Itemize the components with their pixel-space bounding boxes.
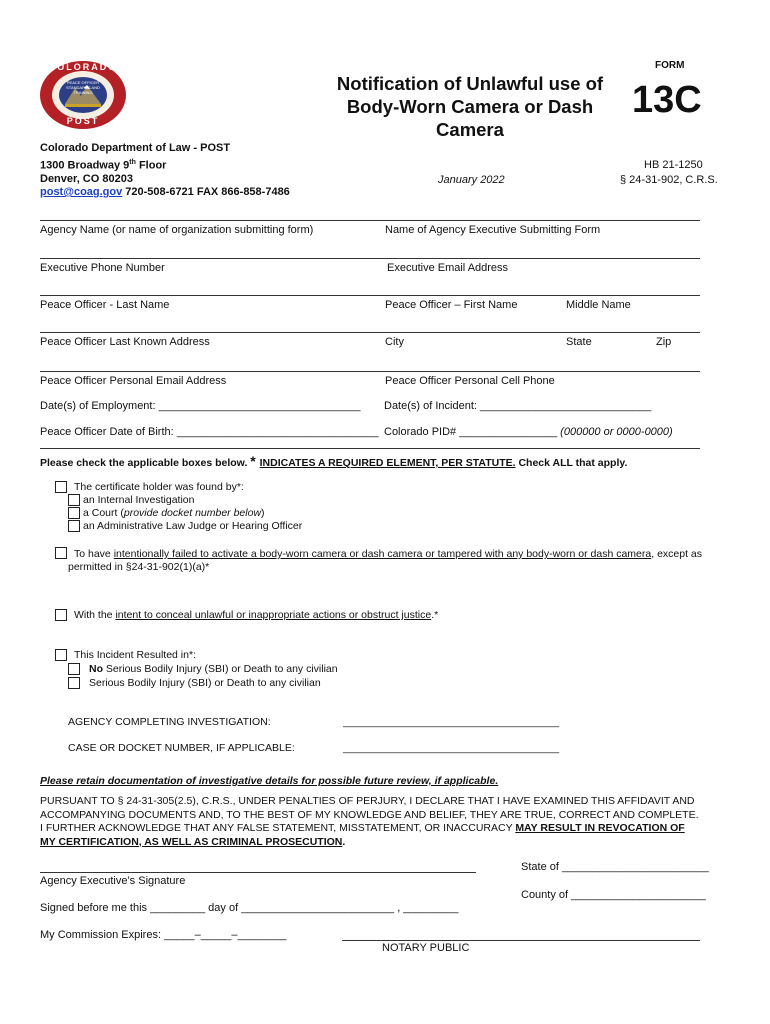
case-number-blank[interactable]: _____________________________________ xyxy=(343,742,560,754)
conceal-checkbox[interactable] xyxy=(55,609,67,621)
statute-ref: § 24-31-902, C.R.S. xyxy=(620,174,718,186)
exec-signature-label: Agency Executive’s Signature xyxy=(40,875,186,887)
zip-label: Zip xyxy=(656,336,672,348)
dob-blank[interactable]: _________________________________ xyxy=(176,426,379,438)
seal-inner-text: PEACE OFFICER STANDARDS AND TRAINING xyxy=(66,80,100,95)
affidavit-text: PURSUANT TO § 24-31-305(2.5), C.R.S., UNDER PENALTIES OF PERJURY, I DECLARE THAT I HAVE EXAMINED THIS AFFIDAVIT AND ACCOMPANYING DOCUMENTS AND, TO THE BEST OF MY KNOWLEDGE AND BELIEF, THEY ARE TRUE, CORRECT AND COMPLETE. I FURTHER ACKNOWLEDGE THAT ANY FALSE STATEMENT, MISSTATEMENT, OR INACCURACY MAY RESULT IN REVOCATION OF MY CERTIFICATION, AS WELL AS CRIMINAL PROSECUTION. xyxy=(40,795,699,848)
employment-blank[interactable]: _________________________________ xyxy=(158,400,361,412)
signed-before-field[interactable]: Signed before me this _________ day of _________________________ , _________ xyxy=(40,902,459,914)
resulted-label: This Incident Resulted in*: xyxy=(74,649,196,661)
bill-number: HB 21-1250 xyxy=(644,159,703,171)
agency-name-label: Agency Name (or name of organization submitting form) xyxy=(40,224,314,236)
sbi-label: Serious Bodily Injury (SBI) or Death to any civilian xyxy=(89,677,321,689)
found-by-label: The certificate holder was found by*: xyxy=(74,481,244,493)
notary-public-label: NOTARY PUBLIC xyxy=(382,942,470,954)
retain-note: Please retain documentation of investigative details for possible future review, if applicable. xyxy=(40,775,499,787)
investigating-agency-label: AGENCY COMPLETING INVESTIGATION: xyxy=(68,716,271,728)
internal-investigation-checkbox[interactable] xyxy=(68,494,80,506)
state-label: State xyxy=(566,336,592,348)
email-label: Peace Officer Personal Email Address xyxy=(40,375,227,387)
sbi-checkbox[interactable] xyxy=(68,677,80,689)
intentional-label: To have intentionally failed to activate a body-worn camera or dash camera or tampered with any body-worn or dash camera, except as xyxy=(74,548,703,560)
agency-name: Colorado Department of Law - POST xyxy=(40,142,231,154)
agency-street: 1300 Broadway 9th Floor xyxy=(40,158,167,172)
commission-field[interactable]: My Commission Expires: _____–_____–________ xyxy=(40,929,287,941)
instructions: Please check the applicable boxes below. * INDICATES A REQUIRED ELEMENT, PER STATUTE. Check ALL that apply. xyxy=(40,453,628,469)
court-checkbox[interactable] xyxy=(68,507,80,519)
no-sbi-checkbox[interactable] xyxy=(68,663,80,675)
exec-phone-label: Executive Phone Number xyxy=(40,262,165,274)
state-field[interactable]: State of ________________________ xyxy=(521,861,709,873)
investigating-agency-blank[interactable]: _____________________________________ xyxy=(343,716,560,728)
agency-city: Denver, CO 80203 xyxy=(40,172,133,185)
form-number: 13C xyxy=(632,79,702,121)
cell-label: Peace Officer Personal Cell Phone xyxy=(385,375,555,387)
employment-field: Date(s) of Employment: _________________________________ xyxy=(40,400,361,412)
agency-address xyxy=(40,142,290,200)
court-label: a Court (provide docket number below) xyxy=(83,507,265,519)
conceal-label: With the intent to conceal unlawful or inappropriate actions or obstruct justice.* xyxy=(74,609,439,621)
found-by-checkbox[interactable] xyxy=(55,481,67,493)
alj-checkbox[interactable] xyxy=(68,520,80,532)
seal-top-text: COLORADO xyxy=(48,62,118,72)
resulted-checkbox[interactable] xyxy=(55,649,67,661)
dob-field: Peace Officer Date of Birth: _________________________________ xyxy=(40,426,379,438)
middle-name-label: Middle Name xyxy=(566,299,631,311)
exec-email-label: Executive Email Address xyxy=(387,262,509,274)
pid-blank[interactable]: ________________ xyxy=(459,426,558,438)
agency-email-link[interactable]: post@coag.gov xyxy=(40,186,123,199)
first-name-label: Peace Officer – First Name xyxy=(385,299,518,311)
county-field[interactable]: County of ______________________ xyxy=(521,889,706,901)
incident-blank[interactable]: ____________________________ xyxy=(480,400,652,412)
agency-contact: post@coag.gov 720-508-6721 FAX 866-858-7486 xyxy=(40,186,290,199)
internal-investigation-label: an Internal Investigation xyxy=(83,494,195,506)
seal-bottom-text: POST xyxy=(66,116,100,126)
incident-field: Date(s) of Incident: ____________________________ xyxy=(384,400,652,412)
intentional-label-line2: permitted in §24-31-902(1)(a)* xyxy=(68,561,210,573)
last-name-label: Peace Officer - Last Name xyxy=(40,299,170,311)
intentional-checkbox[interactable] xyxy=(55,547,67,559)
pid-field: Colorado PID# ________________ (000000 or 0000-0000) xyxy=(384,426,673,438)
address-label: Peace Officer Last Known Address xyxy=(40,336,210,348)
no-sbi-label: No Serious Bodily Injury (SBI) or Death to any civilian xyxy=(89,663,338,675)
form-date: January 2022 xyxy=(438,174,505,186)
form-label: FORM xyxy=(655,60,685,71)
alj-label: an Administrative Law Judge or Hearing Officer xyxy=(83,520,303,532)
city-label: City xyxy=(385,336,404,348)
case-number-label: CASE OR DOCKET NUMBER, IF APPLICABLE: xyxy=(68,742,295,754)
exec-name-label: Name of Agency Executive Submitting Form xyxy=(385,224,601,236)
page-title: Notification of Unlawful use of Body-Worn Camera or Dash Camera xyxy=(336,73,604,140)
